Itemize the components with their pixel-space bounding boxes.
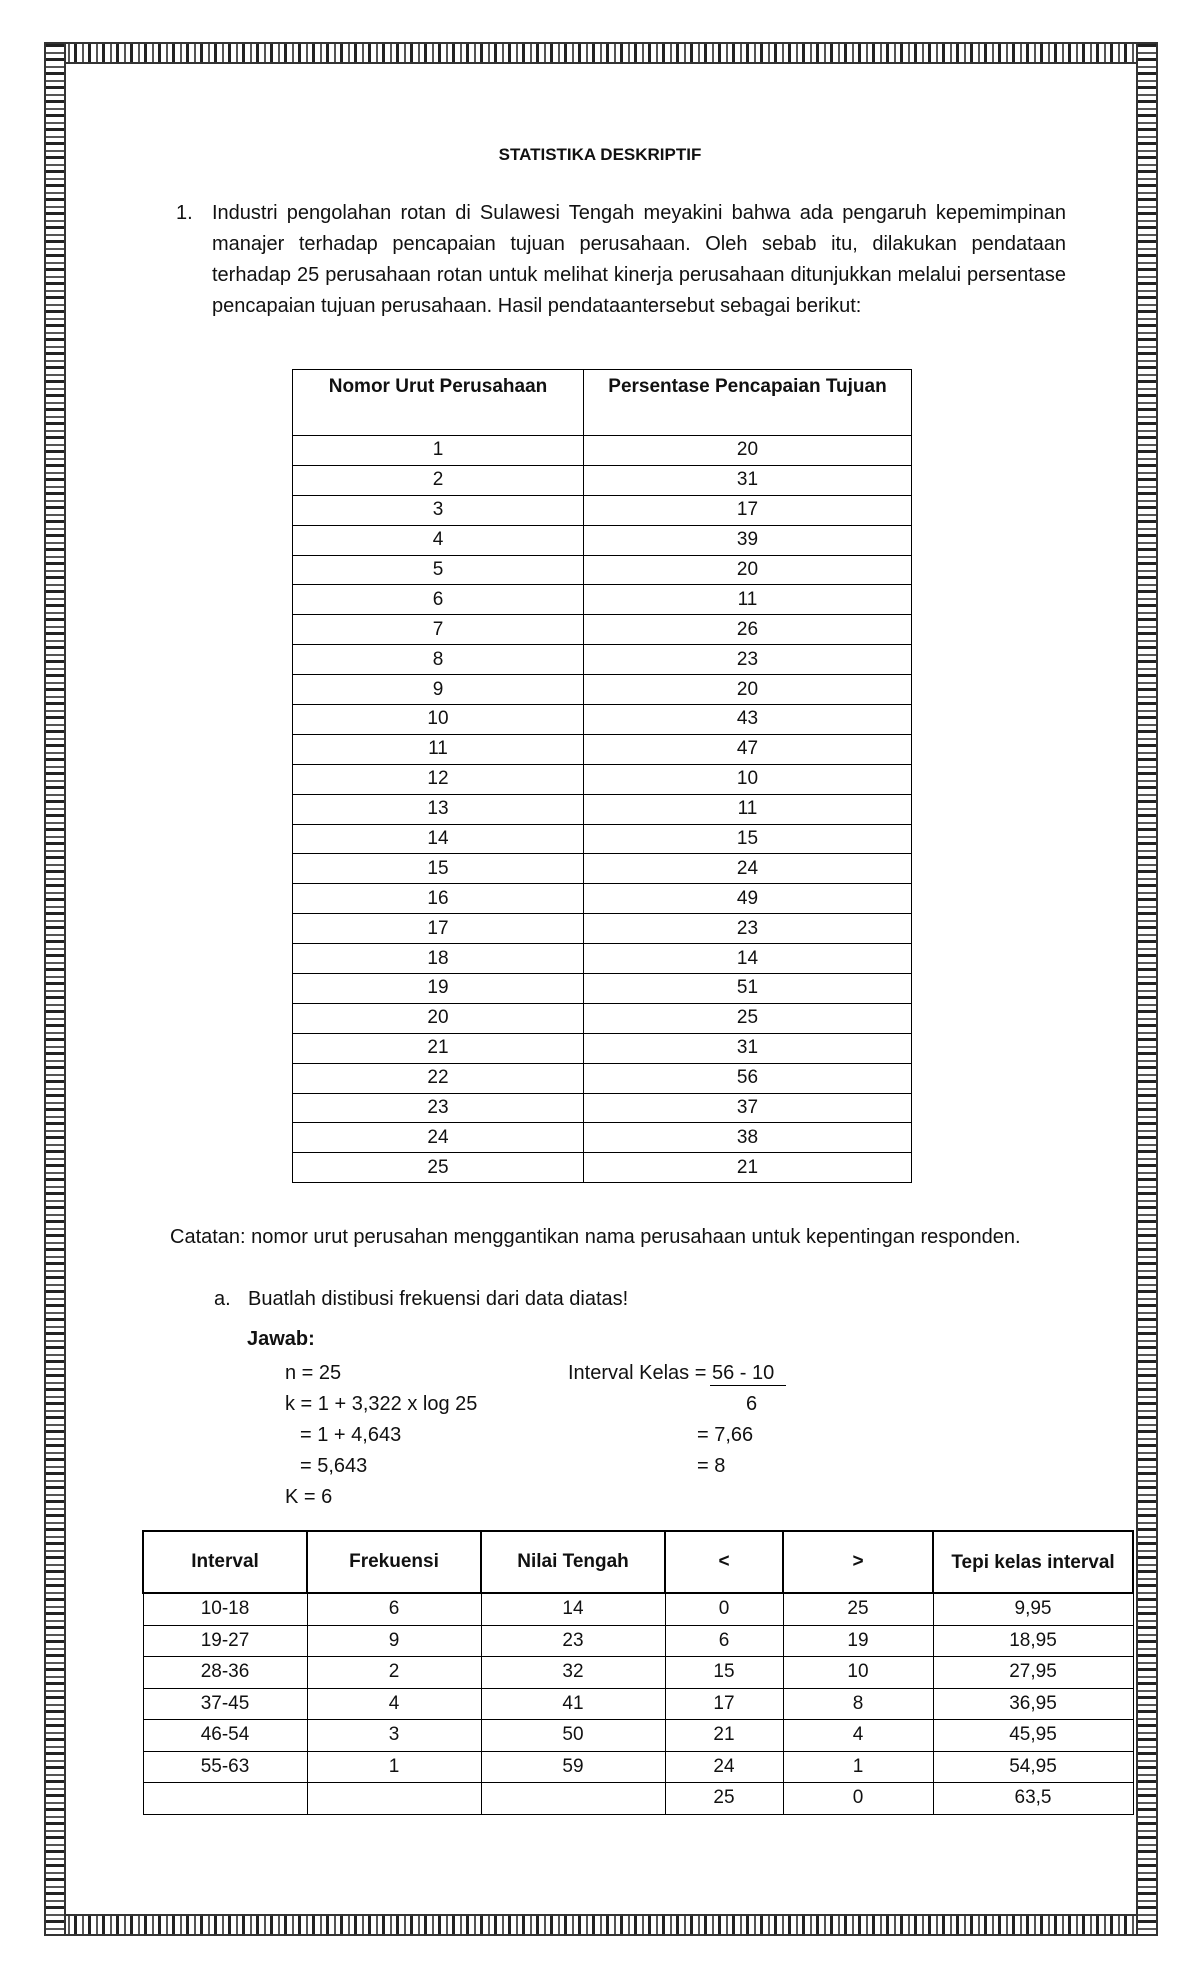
cell-persentase: 51: [584, 974, 912, 1004]
cell-persentase: 24: [584, 854, 912, 884]
cell-nilai-tengah: [481, 1783, 665, 1815]
cell-nomor-urut: 4: [293, 525, 584, 555]
cell-persentase: 23: [584, 914, 912, 944]
table-row: [143, 1625, 1133, 1657]
data-table: [292, 369, 912, 1183]
calc-n: n = 25: [285, 1362, 342, 1384]
fraction-line: [710, 1385, 786, 1386]
table-row: [143, 1783, 1133, 1815]
cell-greater-than: 0: [783, 1783, 933, 1815]
cell-nomor-urut: 16: [293, 884, 584, 914]
cell-persentase: 20: [584, 675, 912, 705]
cell-nomor-urut: 11: [293, 734, 584, 764]
sub-question-label: a.: [214, 1288, 231, 1310]
interval-label-text: Interval Kelas =: [568, 1362, 712, 1384]
interval-result-1: = 7,66: [697, 1424, 754, 1446]
table-row: [293, 884, 912, 914]
cell-tepi-kelas: 27,95: [933, 1657, 1133, 1689]
cell-nomor-urut: 23: [293, 1093, 584, 1123]
cell-frekuensi: [307, 1783, 481, 1815]
cell-persentase: 17: [584, 495, 912, 525]
cell-persentase: 56: [584, 1063, 912, 1093]
table-row: [293, 555, 912, 585]
cell-nomor-urut: 8: [293, 645, 584, 675]
cell-tepi-kelas: 63,5: [933, 1783, 1133, 1815]
cell-nilai-tengah: 59: [481, 1751, 665, 1783]
decorative-border-top: [44, 42, 1158, 64]
table-row: [293, 705, 912, 735]
cell-persentase: 31: [584, 465, 912, 495]
cell-persentase: 21: [584, 1153, 912, 1183]
table-row: [143, 1593, 1133, 1625]
cell-nilai-tengah: 14: [481, 1593, 665, 1625]
cell-interval: 19-27: [143, 1625, 307, 1657]
cell-nomor-urut: 6: [293, 585, 584, 615]
table-row: [293, 1063, 912, 1093]
frequency-table-header: [143, 1531, 1133, 1593]
header-tepi-kelas: Tepi kelas interval: [933, 1531, 1133, 1593]
sub-question-a: [214, 1284, 628, 1315]
table-row: [293, 1123, 912, 1153]
decorative-border-left: [44, 42, 66, 1936]
cell-less-than: 21: [665, 1720, 783, 1752]
table-row: [143, 1657, 1133, 1689]
cell-nomor-urut: 3: [293, 495, 584, 525]
table-row: [293, 944, 912, 974]
table-row: [293, 914, 912, 944]
table-row: [293, 675, 912, 705]
table-row: [293, 525, 912, 555]
cell-persentase: 26: [584, 615, 912, 645]
cell-interval: 55-63: [143, 1751, 307, 1783]
header-less-than: <: [665, 1531, 783, 1593]
cell-nilai-tengah: 23: [481, 1625, 665, 1657]
header-nilai-tengah: Nilai Tengah: [481, 1531, 665, 1593]
cell-interval: [143, 1783, 307, 1815]
table-row: [293, 495, 912, 525]
cell-less-than: 24: [665, 1751, 783, 1783]
cell-nomor-urut: 19: [293, 974, 584, 1004]
cell-nomor-urut: 2: [293, 465, 584, 495]
interval-result-2: = 8: [697, 1455, 726, 1477]
header-interval: Interval: [143, 1531, 307, 1593]
table-row: [293, 734, 912, 764]
cell-nomor-urut: 21: [293, 1033, 584, 1063]
cell-persentase: 37: [584, 1093, 912, 1123]
table-row: [293, 1093, 912, 1123]
table-row: [293, 465, 912, 495]
header-nomor-urut: Nomor Urut Perusahaan: [293, 370, 584, 436]
table-row: [143, 1720, 1133, 1752]
calc-k-result: K = 6: [285, 1486, 333, 1508]
note-text: Catatan: nomor urut perusahan menggantikan nama perusahaan untuk kepentingan responden.: [170, 1226, 1021, 1248]
cell-interval: 10-18: [143, 1593, 307, 1625]
cell-persentase: 31: [584, 1033, 912, 1063]
cell-less-than: 15: [665, 1657, 783, 1689]
cell-nomor-urut: 12: [293, 764, 584, 794]
cell-nomor-urut: 17: [293, 914, 584, 944]
page-title: STATISTIKA DESKRIPTIF: [498, 145, 702, 164]
cell-nomor-urut: 18: [293, 944, 584, 974]
cell-nilai-tengah: 32: [481, 1657, 665, 1689]
cell-frekuensi: 1: [307, 1751, 481, 1783]
cell-persentase: 15: [584, 824, 912, 854]
cell-persentase: 43: [584, 705, 912, 735]
cell-less-than: 6: [665, 1625, 783, 1657]
cell-nomor-urut: 10: [293, 705, 584, 735]
cell-nomor-urut: 15: [293, 854, 584, 884]
cell-nomor-urut: 25: [293, 1153, 584, 1183]
cell-persentase: 20: [584, 436, 912, 466]
question-number: 1.: [176, 202, 193, 224]
table-row: [293, 645, 912, 675]
table-row: [143, 1688, 1133, 1720]
cell-frekuensi: 6: [307, 1593, 481, 1625]
calc-k-step2: = 5,643: [300, 1455, 368, 1477]
cell-persentase: 23: [584, 645, 912, 675]
cell-nomor-urut: 9: [293, 675, 584, 705]
cell-persentase: 38: [584, 1123, 912, 1153]
table-row: [293, 436, 912, 466]
cell-greater-than: 8: [783, 1688, 933, 1720]
cell-greater-than: 4: [783, 1720, 933, 1752]
table-row: [293, 1153, 912, 1183]
header-greater-than: >: [783, 1531, 933, 1593]
table-row: [143, 1751, 1133, 1783]
cell-interval: 37-45: [143, 1688, 307, 1720]
cell-persentase: 47: [584, 734, 912, 764]
cell-persentase: 11: [584, 585, 912, 615]
question-text: Industri pengolahan rotan di Sulawesi Tengah meyakini bahwa ada pengaruh kepemimpinan manajer terhadap pencapaian tujuan perusahaan. Oleh sebab itu, dilakukan pendataan terhadap 25 perusahaan rotan untuk melihat kinerja perusahaan ditunjukkan melalui persentase pencapaian tujuan perusahaan. Hasil pendataantersebut sebagai berikut:: [212, 202, 1066, 317]
cell-less-than: 25: [665, 1783, 783, 1815]
interval-denominator: 6: [746, 1393, 758, 1415]
cell-tepi-kelas: 36,95: [933, 1688, 1133, 1720]
cell-nomor-urut: 14: [293, 824, 584, 854]
cell-tepi-kelas: 18,95: [933, 1625, 1133, 1657]
cell-persentase: 49: [584, 884, 912, 914]
table-row: [293, 854, 912, 884]
table-row: [293, 794, 912, 824]
table-row: [293, 1033, 912, 1063]
data-table-header: [293, 370, 912, 436]
cell-persentase: 11: [584, 794, 912, 824]
decorative-border-bottom: [44, 1914, 1158, 1936]
table-row: [293, 974, 912, 1004]
cell-nomor-urut: 24: [293, 1123, 584, 1153]
cell-greater-than: 19: [783, 1625, 933, 1657]
cell-tepi-kelas: 54,95: [933, 1751, 1133, 1783]
cell-nomor-urut: 5: [293, 555, 584, 585]
cell-interval: 46-54: [143, 1720, 307, 1752]
cell-frekuensi: 2: [307, 1657, 481, 1689]
cell-tepi-kelas: 45,95: [933, 1720, 1133, 1752]
cell-greater-than: 1: [783, 1751, 933, 1783]
calc-k-step1: = 1 + 4,643: [300, 1424, 402, 1446]
frequency-table: [142, 1530, 1134, 1815]
cell-interval: 28-36: [143, 1657, 307, 1689]
cell-nomor-urut: 22: [293, 1063, 584, 1093]
calc-k-formula: k = 1 + 3,322 x log 25: [285, 1393, 478, 1415]
cell-frekuensi: 4: [307, 1688, 481, 1720]
cell-less-than: 0: [665, 1593, 783, 1625]
table-row: [293, 1003, 912, 1033]
cell-nomor-urut: 20: [293, 1003, 584, 1033]
cell-less-than: 17: [665, 1688, 783, 1720]
cell-frekuensi: 3: [307, 1720, 481, 1752]
cell-frekuensi: 9: [307, 1625, 481, 1657]
cell-persentase: 20: [584, 555, 912, 585]
interval-numerator: 56 - 10: [711, 1362, 775, 1384]
cell-greater-than: 25: [783, 1593, 933, 1625]
decorative-border-right: [1136, 42, 1158, 1936]
cell-nomor-urut: 1: [293, 436, 584, 466]
frequency-table-body: [143, 1593, 1133, 1814]
table-row: [293, 824, 912, 854]
answer-heading: Jawab:: [247, 1328, 315, 1350]
cell-persentase: 39: [584, 525, 912, 555]
data-table-body: [293, 436, 912, 1183]
table-row: [293, 585, 912, 615]
cell-nilai-tengah: 50: [481, 1720, 665, 1752]
cell-tepi-kelas: 9,95: [933, 1593, 1133, 1625]
cell-persentase: 14: [584, 944, 912, 974]
table-row: [293, 615, 912, 645]
header-frekuensi: Frekuensi: [307, 1531, 481, 1593]
cell-greater-than: 10: [783, 1657, 933, 1689]
cell-persentase: 10: [584, 764, 912, 794]
cell-nomor-urut: 13: [293, 794, 584, 824]
cell-nomor-urut: 7: [293, 615, 584, 645]
header-persentase: Persentase Pencapaian Tujuan: [584, 370, 912, 436]
cell-persentase: 25: [584, 1003, 912, 1033]
table-row: [293, 764, 912, 794]
sub-question-text: Buatlah distibusi frekuensi dari data diatas!: [248, 1288, 629, 1310]
cell-nilai-tengah: 41: [481, 1688, 665, 1720]
